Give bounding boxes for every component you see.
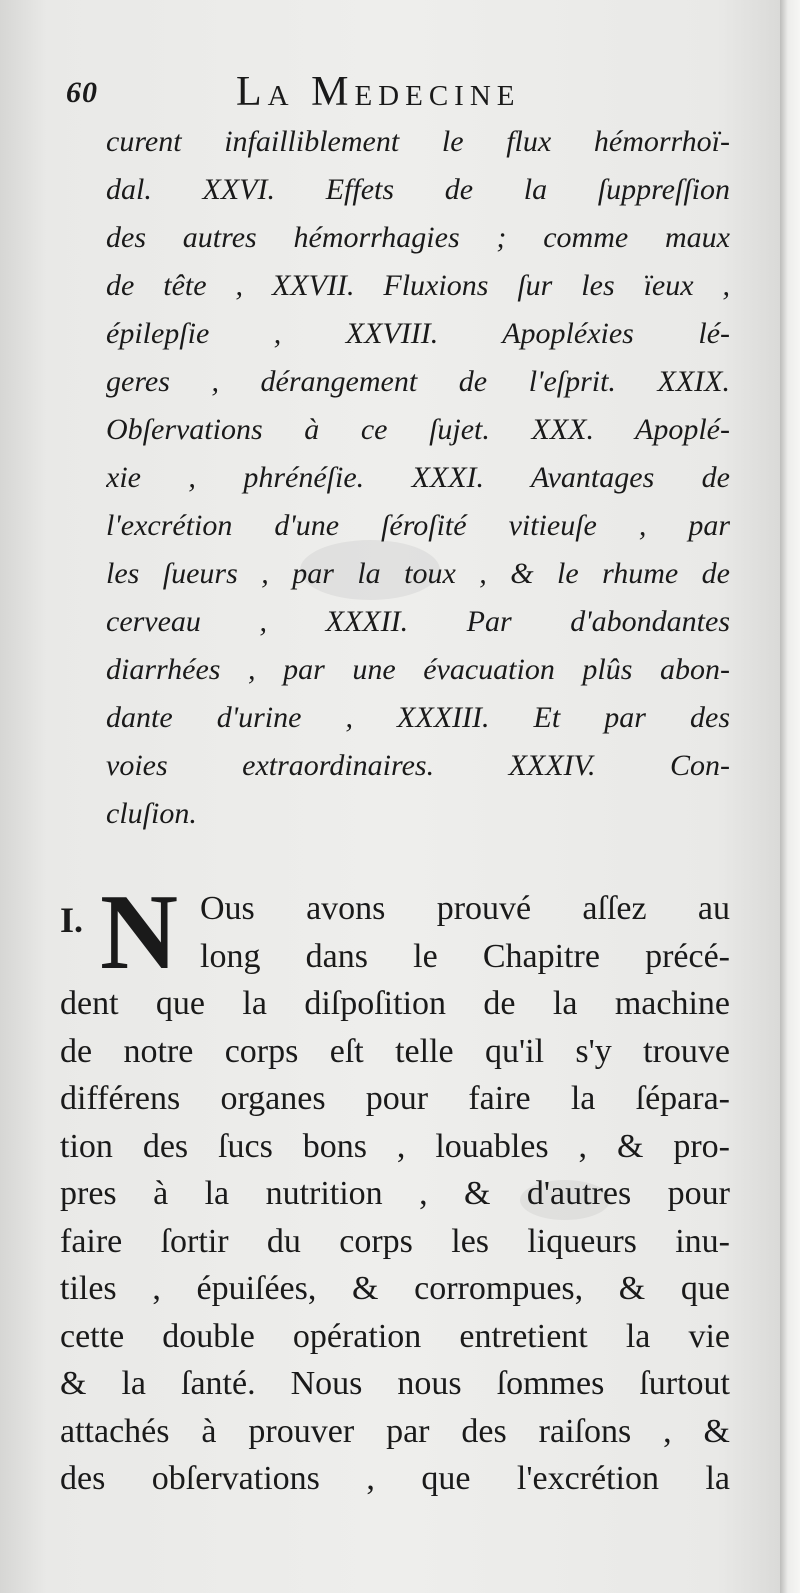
summary-line: geres , dérangement de l'eſprit. XXIX.: [106, 365, 730, 398]
body-line: long dans le Chapitre précé-: [200, 937, 730, 975]
summary-line: dante d'urine , XXXIII. Et par des: [106, 701, 730, 734]
summary-line: voies extraordinaires. XXXIV. Con-: [106, 749, 730, 782]
summary-line: de tête , XXVII. Fluxions ſur les ïeux ,: [106, 269, 730, 302]
body-line: des obſervations , que l'excrétion la: [60, 1460, 730, 1497]
summary-line: cluſion.: [106, 797, 197, 830]
page-edge: [780, 0, 800, 1593]
summary-line: xie , phrénéſie. XXXI. Avantages de: [106, 461, 730, 494]
summary-line: des autres hémorrhagies ; comme maux: [106, 221, 730, 254]
section-body: [60, 873, 730, 1503]
summary-line: les ſueurs , par la toux , & le rhume de: [106, 557, 730, 590]
body-line: dent que la diſpoſition de la machine: [60, 985, 730, 1022]
body-line: attachés à prouver par des raiſons , &: [60, 1412, 730, 1450]
body-line: tiles , épuiſées, & corrompues, & que: [60, 1270, 730, 1307]
summary-line: l'excrétion d'une ſéroſité vitieuſe , par: [106, 509, 730, 542]
section-number: I.: [60, 900, 84, 940]
drop-cap: N: [100, 873, 178, 992]
page-number: 60: [66, 76, 98, 109]
body-line: faire ſortir du corps les liqueurs inu-: [60, 1222, 730, 1260]
page-header: [66, 66, 726, 126]
body-line: différens organes pour faire la ſépara-: [60, 1080, 730, 1117]
chapter-summary: [106, 118, 730, 838]
section-opening: [60, 873, 730, 992]
summary-line: dal. XXVI. Effets de la ſuppreſſion: [106, 173, 730, 206]
section-paragraph: [60, 980, 730, 1503]
body-line: de notre corps eſt telle qu'il s'y trouve: [60, 1032, 730, 1070]
body-line: Ous avons prouvé aſſez au: [200, 890, 730, 927]
body-line: tion des ſucs bons , louables , & pro-: [60, 1127, 730, 1165]
summary-line: diarrhées , par une évacuation plûs abon-: [106, 653, 730, 686]
body-line: pres à la nutrition , & d'autres pour: [60, 1175, 730, 1212]
summary-line: curent infailliblement le flux hémorrhoï-: [106, 125, 730, 158]
body-line: & la ſanté. Nous nous ſommes ſurtout: [60, 1365, 730, 1402]
body-line: cette double opération entretient la vie: [60, 1317, 730, 1355]
running-title: La Medecine: [236, 69, 521, 115]
summary-line: Obſervations à ce ſujet. XXX. Apoplé-: [106, 413, 730, 446]
summary-line: épilepſie , XXVIII. Apopléxies lé-: [106, 317, 730, 350]
summary-line: cerveau , XXXII. Par d'abondantes: [106, 605, 730, 638]
